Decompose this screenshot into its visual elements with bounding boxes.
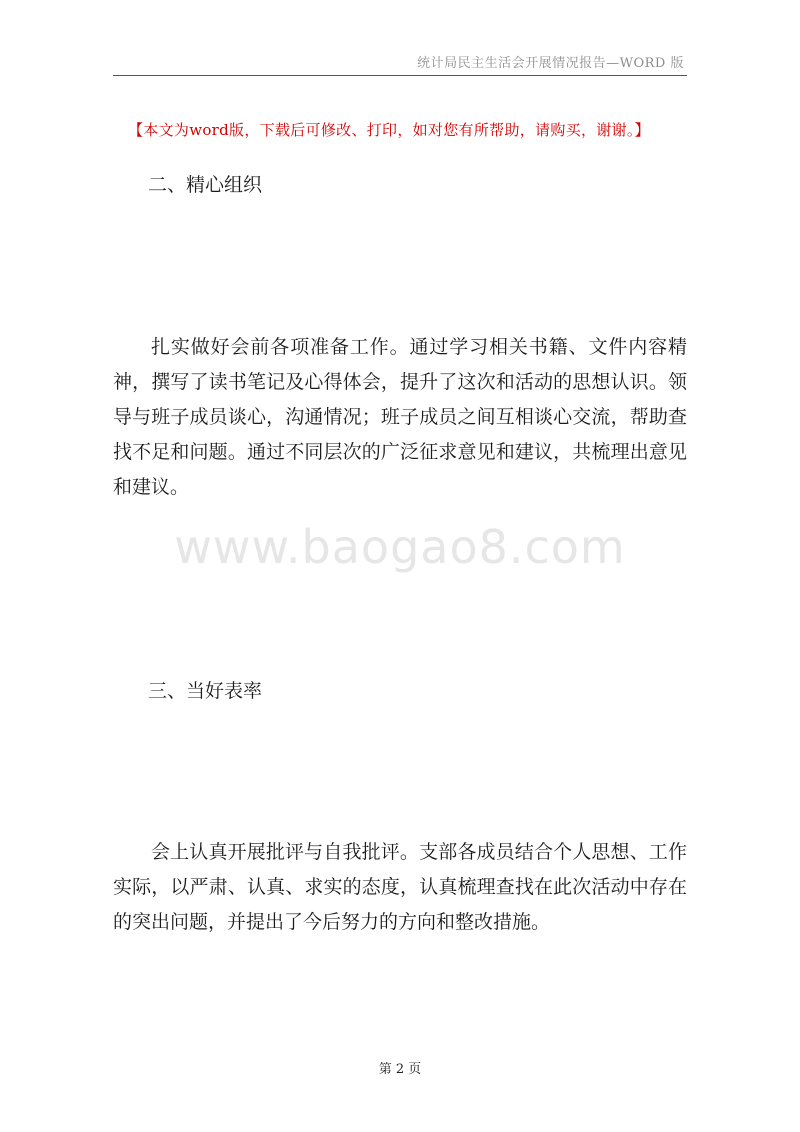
section-heading-example: 三、当好表率 (148, 680, 263, 702)
purchase-notice: 【本文为word版，下载后可修改、打印，如对您有所帮助，请购买，谢谢。】 (128, 121, 650, 139)
document-header-title: 统计局民主生活会开展情况报告—WORD 版 (417, 56, 684, 71)
watermark-text: www.baogao8.com (174, 520, 626, 574)
header-divider (113, 75, 687, 76)
section-heading-organize: 二、精心组织 (148, 174, 263, 196)
section-paragraph-organize: 扎实做好会前各项准备工作。通过学习相关书籍、文件内容精神，撰写了读书笔记及心得体会，提升了这次和活动的思想认识。领导与班子成员谈心，沟通情况；班子成员之间互相谈心交流，帮助查找不足和问题。通过不同层次的广泛征求意见和建议，共梳理出意见和建议。 (113, 336, 687, 498)
section-paragraph-example: 会上认真开展批评与自我批评。支部各成员结合个人思想、工作实际，以严肃、认真、求实的态度，认真梳理查找在此次活动中存在的突出问题，并提出了今后努力的方向和整改措施。 (113, 841, 687, 933)
page-number: 第 2 页 (378, 1062, 422, 1077)
